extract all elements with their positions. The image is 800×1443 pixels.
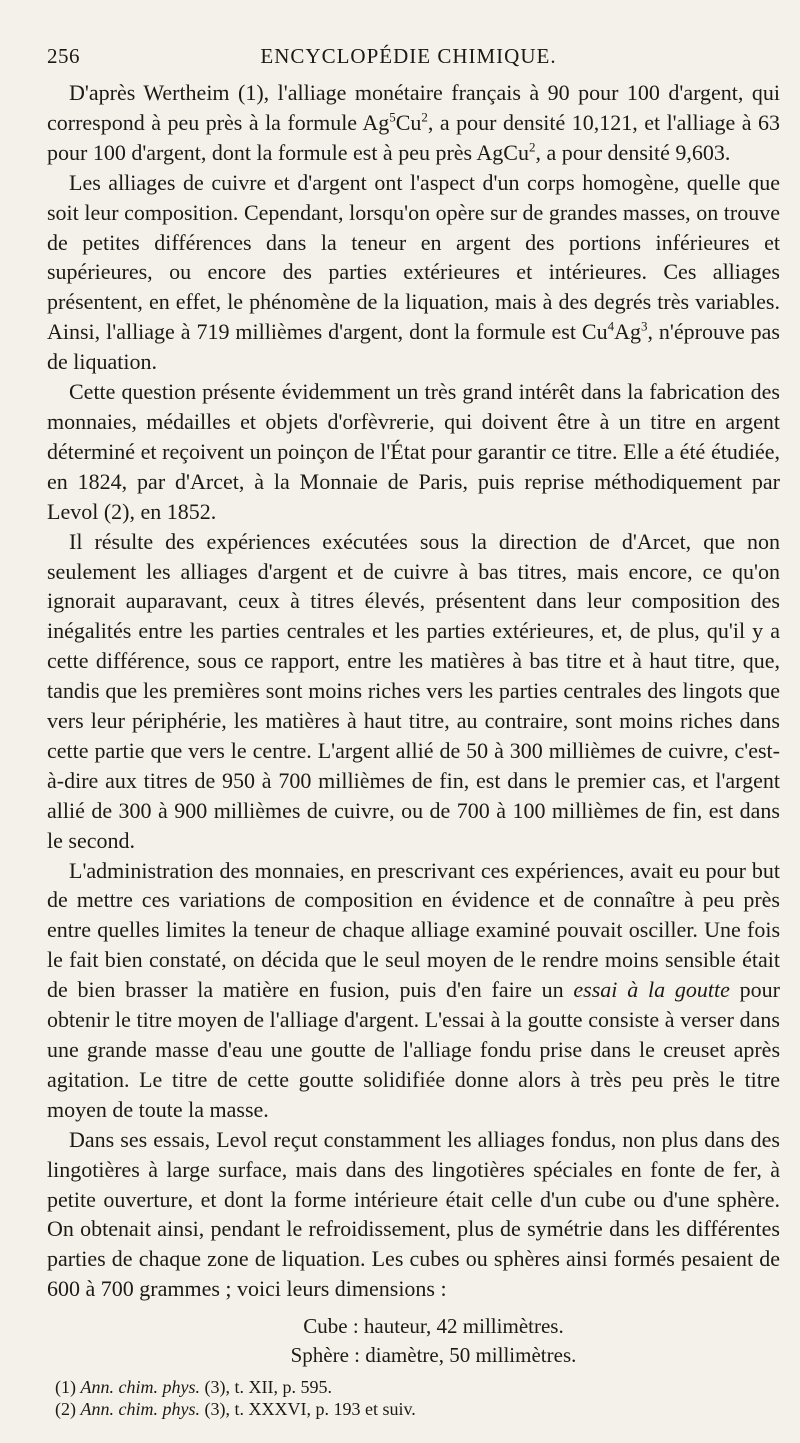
- superscript: 4: [607, 318, 615, 334]
- paragraph-2-text-c: , n'éprouve pas de liquation.: [47, 319, 780, 375]
- paragraph-5: [47, 856, 780, 1125]
- paragraph-3: Cette question présente évidemment un très grand intérêt dans la fabrication des monnaies, médailles et objets d'orfèvrerie, qui doivent être à un titre en argent déterminé et reçoivent un poinçon de l'État pour garantir ce titre. Elle a été étudiée, en 1824, par d'Arcet, à la Monnaie de Paris, puis reprise méthodiquement par Levol (2), en 1852.: [47, 379, 780, 524]
- paragraph-1: [47, 78, 780, 168]
- running-head: ENCYCLOPÉDIE CHIMIQUE.: [260, 44, 557, 68]
- footnote-mark: (2): [55, 1399, 76, 1420]
- superscript: 3: [640, 318, 648, 334]
- paragraph-2: [47, 168, 780, 377]
- dimension-cube: Cube : hauteur, 42 millimètres.: [303, 1314, 564, 1339]
- page-number: 256: [47, 44, 80, 68]
- paragraph-5-text-b: pour obtenir le titre moyen de l'alliage d'argent. L'essai à la goutte consiste à verser dans une grande masse d'eau une goutte de l'alliage fondu prise dans le creuset après agitation. Le titre de cette goutte solidifiée donne alors à très peu près le titre moyen de toute la masse.: [47, 977, 780, 1122]
- paragraph-2-text-b: Ag: [614, 319, 641, 345]
- paragraph-4: Il résulte des expériences exécutées sous la direction de d'Arcet, que non seulement les alliages d'argent et de cuivre à bas titres, mais encore, ce qu'on ignorait auparavant, ceux à titres élevés, présentent dans leur composition des inégalités entre les parties centrales et les parties extérieures, et, de plus, qu'il y a cette différence, sous ce rapport, entre les matières à bas titre et à haut titre, que, tandis que les premières sont moins riches vers les parties centrales des lingots que vers leur périphérie, les matières à haut titre, au contraire, sont moins riches dans cette partie que vers le centre. L'argent allié de 50 à 300 millièmes de cuivre, c'est-à-dire aux titres de 950 à 700 millièmes de fin, est dans le premier cas, et l'argent allié de 300 à 900 millièmes de cuivre, ou de 700 à 100 millièmes de fin, est dans le second.: [47, 528, 780, 853]
- body-text: [47, 78, 780, 1420]
- paragraph-2-text-a: Les alliages de cuivre et d'argent ont l'aspect d'un corps homogène, quelle que soit leur composition. Cependant, lorsqu'on opère sur de grandes masses, on trouve de petites différences dans la teneur en argent des portions inférieures et supérieures, ou encore des parties extérieures et intérieures. Ces alliages présentent, en effet, le phénomène de la liquation, mais à des degrés très variables. Ainsi, l'alliage à 719 millièmes d'argent, dont la formule est Cu: [47, 169, 780, 345]
- dimensions-block: [47, 1312, 780, 1370]
- footnote-journal: Ann. chim. phys.: [80, 1377, 200, 1398]
- paragraph-1-text-b: Cu: [395, 109, 422, 135]
- page-header: [47, 44, 770, 70]
- paragraph-6: Dans ses essais, Levol reçut constamment les alliages fondus, non plus dans des lingotières à large surface, mais dans des lingotières spéciales en fonte de fer, à petite ouverture, et dont la forme intérieure était celle d'un cube ou d'une sphère. On obtenait ainsi, pendant le refroidissement, plus de symétrie dans les différentes parties de chaque zone de liquation. Les cubes ou sphères ainsi formés pesaient de 600 à 700 grammes ; voici leurs dimensions :: [47, 1126, 780, 1302]
- paragraph-1-text-a: D'après Wertheim (1), l'alliage monétaire français à 90 pour 100 d'argent, qui correspond à peu près à la formule Ag: [47, 80, 780, 135]
- footnote-reference: (3), t. XXXVI, p. 193 et suiv.: [199, 1399, 416, 1420]
- superscript: 5: [389, 109, 396, 125]
- footnotes: [47, 1376, 780, 1420]
- dimension-sphere: Sphère : diamètre, 50 millimètres.: [290, 1343, 577, 1368]
- paragraph-1-text-d: , a pour densité 9,603.: [535, 139, 731, 165]
- footnote-reference: (3), t. XII, p. 595.: [199, 1377, 332, 1398]
- footnote-2: [47, 1398, 780, 1420]
- footnote-journal: Ann. chim. phys.: [80, 1399, 200, 1420]
- superscript: 2: [528, 139, 536, 155]
- superscript: 2: [421, 109, 428, 125]
- footnote-mark: (1): [55, 1377, 76, 1398]
- italic-term: essai à la goutte: [573, 977, 730, 1003]
- paragraph-1-text-c: , a pour densité 10,121, et l'alliage à 63 pour 100 d'argent, dont la formule est à peu près AgCu: [47, 109, 780, 165]
- paragraph-5-text-a: L'administration des monnaies, en prescrivant ces expériences, avait eu pour but de mettre ces variations de composition en évidence et de connaître à peu près entre quelles limites la teneur de chaque alliage examiné pouvait osciller. Une fois le fait bien constaté, on décida que le seul moyen de le rendre moins sensible était de bien brasser la matière en fusion, puis d'en faire un: [47, 857, 780, 1003]
- footnote-1: [47, 1376, 780, 1398]
